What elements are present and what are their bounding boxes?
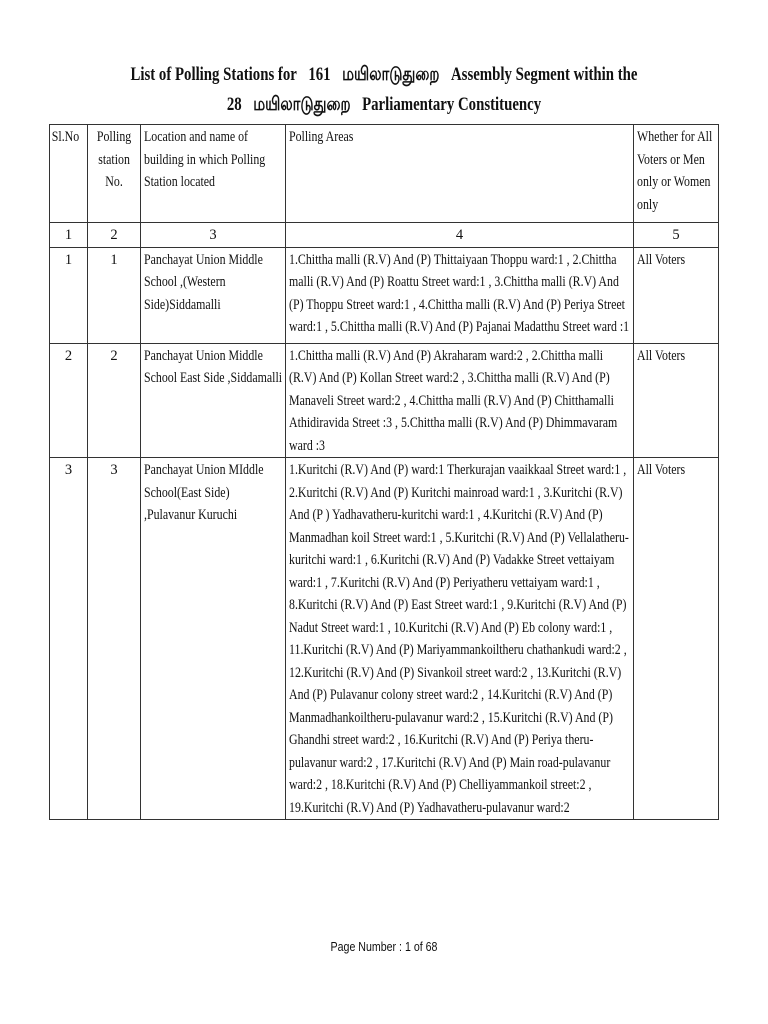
column-number: 4 (286, 223, 634, 248)
constituency-label: Parliamentary Constituency (362, 94, 542, 115)
cell-station-no: 3 (88, 458, 141, 820)
title-text: List of Polling Stations for (130, 64, 297, 85)
cell-polling-areas: 1.Kuritchi (R.V) And (P) ward:1 Therkurajan vaaikkaal Street ward:1 , 2.Kuritchi (R.V) And (P) Kuritchi mainroad ward:1 , 3.Kuritchi (R.V) And (P ) Yadhavatheru-kuritchi ward:1 , 4.Kuritchi (R.V) And (P) Manmadhan koil Street ward:1 , 5.Kuritchi (R.V) And (P) Vellalatheru-kuritchi ward:1 , 6.Kuritchi (R.V) And (P) Vadakke Street vettaiyam ward:1 , 7.Kuritchi (R.V) And (P) Periyatheru vettaiyam ward:1 , 8.Kuritchi (R.V) And (P) East Street ward:1 , 9.Kuritchi (R.V) And (P) Nadut Street ward:1 , 10.Kuritchi (R.V) And (P) Eb colony ward:1 , 11.Kuritchi (R.V) And (P) Mariyammankoiltheru chathankudi ward:2 , 12.Kuritchi (R.V) And (P) Sivankoil street ward:2 , 13.Kuritchi (R.V) And (P) Pulavanur colony street ward:2 , 14.Kuritchi (R.V) And (P) Manmadhankoiltheru-pulavanur ward:2 , 15.Kuritchi (R.V) And (P) Ghandhi street ward:2 , 16.Kuritchi (R.V) And (P) Periya theru-pulavanur ward:2 , 17.Kuritchi (R.V) And (P) Main road-pulavanur ward:2 , 18.Kuritchi (R.V) And (P) Chelliyammankoil street:2 , 19.Kuritchi (R.V) And (P) Yadhavatheru-pulavanur ward:2 (286, 458, 634, 820)
cell-station-no: 1 (88, 247, 141, 343)
table-row (50, 458, 719, 820)
page-number: Page Number : 1 of 68 (330, 940, 438, 954)
header-voter-type: Whether for All Voters or Men only or Women only (634, 125, 719, 223)
header-location: Location and name of building in which Polling Station located (141, 125, 286, 223)
cell-location: Panchayat Union MIddle School(East Side) ,Pulavanur Kuruchi (141, 458, 286, 820)
header-station-no: Polling station No. (88, 125, 141, 223)
table-row (50, 247, 719, 343)
table-header-row (50, 125, 719, 223)
constituency-name: மயிலாடுதுறை (253, 94, 351, 115)
cell-polling-areas: 1.Chittha malli (R.V) And (P) Thittaiyaan Thoppu ward:1 , 2.Chittha malli (R.V) And (P) Roattu Street ward:1 , 3.Chittha malli (R.V) And (P) Thoppu Street ward:1 , 4.Chittha malli (R.V) And (P) Periya Street ward:1 , 5.Chittha malli (R.V) And (P) Pajanai Madatthu Street ward :1 (286, 247, 634, 343)
cell-location: Panchayat Union Middle School East Side ,Siddamalli (141, 343, 286, 458)
title-text-suffix: Assembly Segment within the (450, 64, 638, 85)
cell-voter-type: All Voters (634, 458, 719, 820)
constituency-number: 28 (226, 94, 242, 115)
polling-stations-table (49, 124, 719, 820)
assembly-name: மயிலாடுதுறை (342, 64, 440, 85)
column-number: 2 (88, 223, 141, 248)
column-number-row (50, 223, 719, 248)
cell-voter-type: All Voters (634, 247, 719, 343)
column-number: 5 (634, 223, 719, 248)
cell-sl-no: 2 (50, 343, 88, 458)
cell-polling-areas: 1.Chittha malli (R.V) And (P) Akraharam ward:2 , 2.Chittha malli (R.V) And (P) Kollan Street ward:2 , 3.Chittha malli (R.V) And (P) Manaveli Street ward:2 , 4.Chittha malli (R.V) And (P) Chitthamalli Athidiravida Street :3 , 5.Chittha malli (R.V) And (P) Dhimmavaram ward :3 (286, 343, 634, 458)
header-polling-areas: Polling Areas (286, 125, 634, 223)
cell-sl-no: 3 (50, 458, 88, 820)
table-row (50, 343, 719, 458)
column-number: 3 (141, 223, 286, 248)
page-title-line-2 (84, 94, 683, 118)
cell-location: Panchayat Union Middle School ,(Western Side)Siddamalli (141, 247, 286, 343)
column-number: 1 (50, 223, 88, 248)
assembly-number: 161 (308, 64, 331, 85)
page-title-line-1 (84, 64, 683, 88)
header-sl-no: Sl.No (50, 125, 88, 223)
cell-station-no: 2 (88, 343, 141, 458)
cell-voter-type: All Voters (634, 343, 719, 458)
cell-sl-no: 1 (50, 247, 88, 343)
